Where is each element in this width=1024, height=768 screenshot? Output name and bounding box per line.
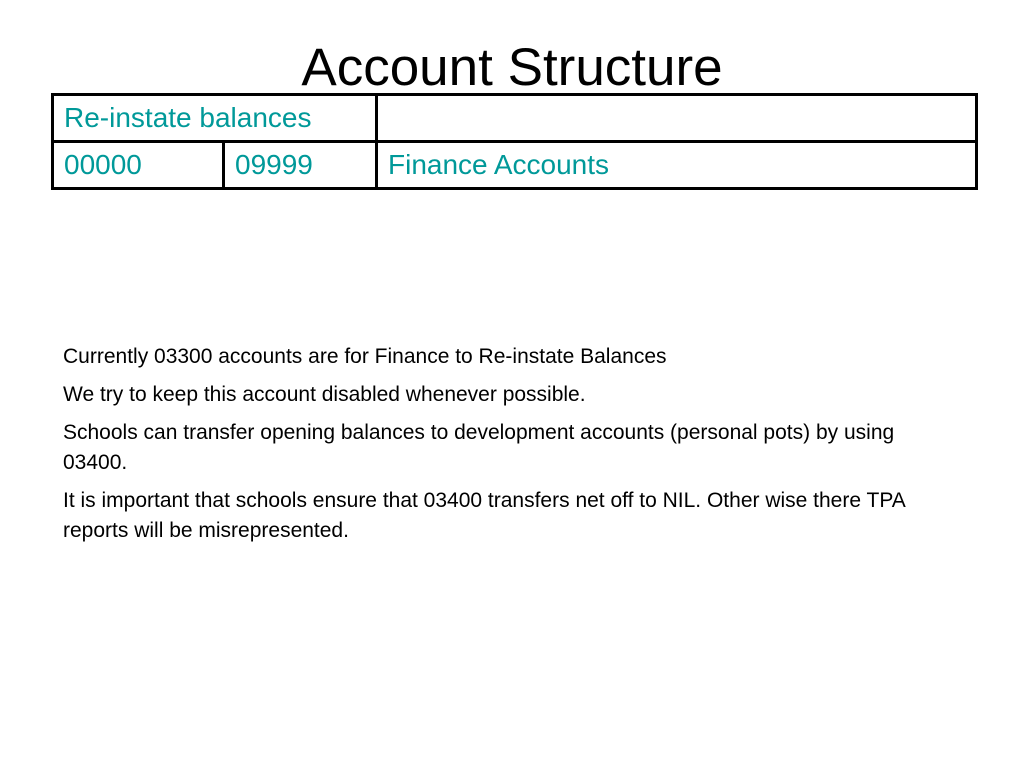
reinstate-balances-cell: Re-instate balances: [53, 95, 377, 142]
account-from-cell: 00000: [53, 142, 224, 189]
paragraph-1: Currently 03300 accounts are for Finance to Re-instate Balances: [63, 345, 667, 368]
slide-title: Account Structure: [301, 38, 723, 97]
paragraph-2: We try to keep this account disabled whenever possible.: [63, 383, 586, 406]
account-to-cell: 09999: [224, 142, 377, 189]
account-description-cell: Finance Accounts: [377, 142, 977, 189]
paragraph-3: Schools can transfer opening balances to development accounts (personal pots) by using 03400.: [63, 421, 895, 474]
empty-header-cell: [377, 95, 977, 142]
paragraph-4: It is important that schools ensure that 03400 transfers net off to NIL. Other wise there TPA reports will be misrepresented.: [63, 489, 905, 542]
table-row: [53, 142, 977, 189]
body-text: [63, 342, 933, 554]
table-header-row: [53, 95, 977, 142]
account-structure-table: [51, 93, 978, 190]
